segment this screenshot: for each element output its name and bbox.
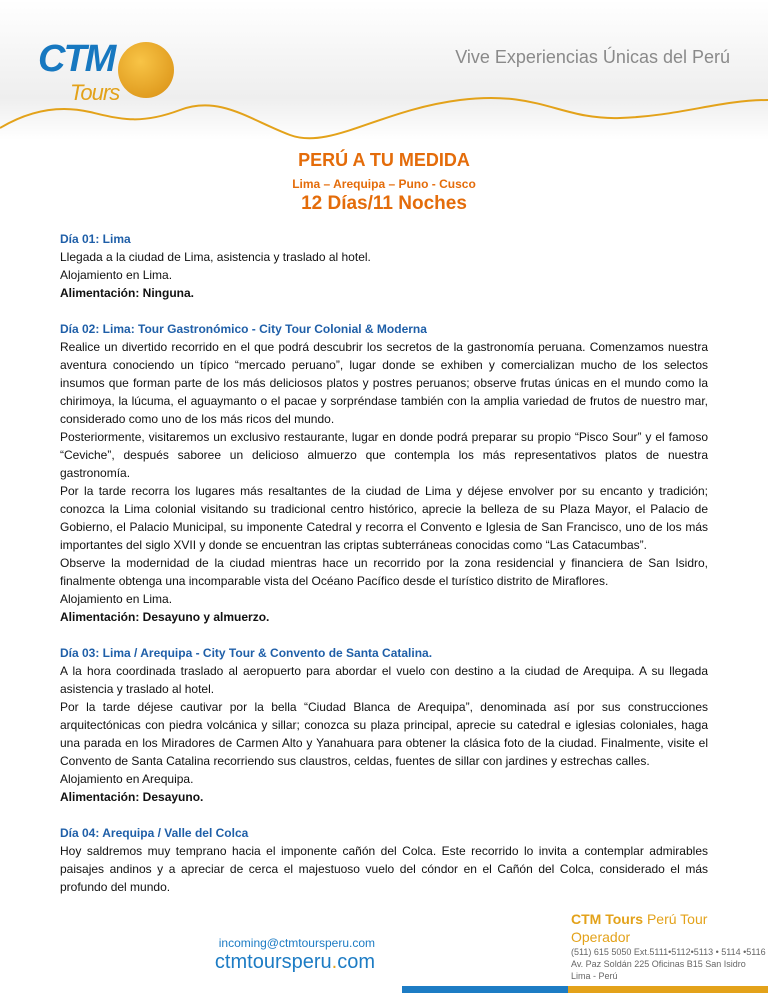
brand-bold: CTM Tours — [571, 911, 644, 927]
email-link[interactable]: incoming@ctmtoursperu.com — [218, 936, 375, 950]
day-paragraph: Alojamiento en Lima. — [60, 592, 173, 606]
duration: 12 Días/11 Noches — [301, 193, 467, 214]
day-paragraph: Alojamiento en Lima. — [60, 268, 173, 282]
day-section — [60, 644, 708, 806]
day-section — [60, 320, 708, 626]
logo-subtext: Tours — [70, 80, 120, 105]
day-section — [60, 230, 708, 302]
day-paragraph: Por la tarde déjese cautivar por la bella “Ciudad Blanca de Arequipa”, denominada así por sus construcciones arquitectónicas con piedra volcánica y sillar; conozca su plaza principal, aprecie su catedral e iglesias coloniales, haga una parada en los Miradores de Carmen Alto y Yanahuara para obtener la clásica foto de la ciudad. Finalmente, visite el Convento de Santa Catalina recorriendo sus claustros, celdas, fuentes de sillar con jardines y estrechas calles. — [60, 700, 708, 768]
day-paragraph: Por la tarde recorra los lugares más resaltantes de la ciudad de Lima y déjese envolver por su encanto y tradición; conozca la Lima colonial visitando su tradicional centro histórico, aprecie la belleza de su Plaza Mayor, el Palacio de Gobierno, el Palacio Municipal, su imponente Catedral y recorra el Convento e Iglesia de San Francisco, uno de los más importantes del siglo XVII y donde se encuentran las criptas subterráneas conocidas como “Las Catacumbas”. — [60, 484, 708, 552]
tagline: Vive Experiencias Únicas del Perú — [455, 47, 730, 67]
header-banner — [0, 0, 768, 140]
footer-bar-gold — [568, 986, 768, 993]
day-heading: Día 04: Arequipa / Valle del Colca — [60, 826, 249, 840]
logo-text: CTM — [38, 38, 115, 80]
site-tld: com — [337, 951, 375, 973]
meals: Alimentación: Ninguna. — [60, 286, 195, 300]
day-paragraph: A la hora coordinada traslado al aeropuerto para abordar el vuelo con destino a la ciudad de Arequipa. A su llegada asistencia y traslado al hotel. — [60, 664, 708, 696]
globe-icon — [118, 42, 174, 98]
meals: Alimentación: Desayuno y almuerzo. — [60, 610, 270, 624]
footer-bar-blue — [402, 986, 568, 993]
day-heading: Día 01: Lima — [60, 232, 131, 246]
day-heading: Día 03: Lima / Arequipa - City Tour & Convento de Santa Catalina. — [60, 646, 433, 660]
day-paragraph: Hoy saldremos muy temprano hacia el imponente cañón del Colca. Este recorrido lo invita a contemplar admirables paisajes andinos y a apreciar de cerca el majestuoso vuelo del cóndor en el Cañón del Colca, considerado el más profundo del mundo. — [60, 844, 708, 894]
day-paragraph: Observe la modernidad de la ciudad mientras hace un recorrido por la zona residencial y financiera de San Isidro, finalmente obtenga una incomparable vista del Océano Pacífico desde el turístico distrito de Miraflores. — [60, 556, 708, 588]
website-link[interactable] — [215, 951, 375, 973]
meals: Alimentación: Desayuno. — [60, 790, 204, 804]
site-dot: . — [331, 951, 338, 973]
day-section — [60, 824, 708, 896]
brand-rest: Perú Tour Operador — [571, 911, 708, 945]
itinerary — [60, 230, 708, 914]
title-block — [0, 150, 768, 215]
site-main: ctmtoursperu — [214, 951, 332, 973]
route: Lima – Arequipa – Puno - Cusco — [292, 177, 476, 191]
day-paragraph: Llegada a la ciudad de Lima, asistencia y traslado al hotel. — [60, 250, 371, 264]
address: Av. Paz Soldán 225 Oficinas B15 San Isidro — [571, 959, 746, 969]
phone: (511) 615 5050 Ext.5111•5112•5113 • 5114 •5116 — [571, 947, 766, 957]
city: Lima - Perú — [571, 971, 618, 981]
day-paragraph: Posteriormente, visitaremos un exclusivo restaurante, lugar en donde podrá preparar su propio “Pisco Sour” y el famoso “Ceviche”, después saboree un delicioso almuerzo que contempla los más representativos platos de nuestra gastronomía. — [60, 430, 708, 480]
footer-brand — [571, 910, 768, 946]
day-paragraph: Realice un divertido recorrido en el que podrá descubrir los secretos de la gastronomía peruana. Comenzamos nuestra aventura conociendo un típico “mercado peruano”, lugar donde se exhiben y comercializan mucho de los selectos insumos que forman parte de los más deliciosos platos y postres peruanos; observe frutas únicas en el mundo como la chirimoya, la lúcuma, el aguaymanto o el pacae y sorpréndase también con la amplia variedad de frutos de nuestro mar, considerado como uno de los más ricos del mundo. — [60, 340, 708, 426]
day-heading: Día 02: Lima: Tour Gastronómico - City Tour Colonial & Moderna — [60, 322, 427, 336]
footer — [0, 910, 768, 982]
ctm-tours-logo — [30, 30, 200, 105]
page-title: PERÚ A TU MEDIDA — [298, 150, 470, 170]
day-paragraph: Alojamiento en Arequipa. — [60, 772, 194, 786]
